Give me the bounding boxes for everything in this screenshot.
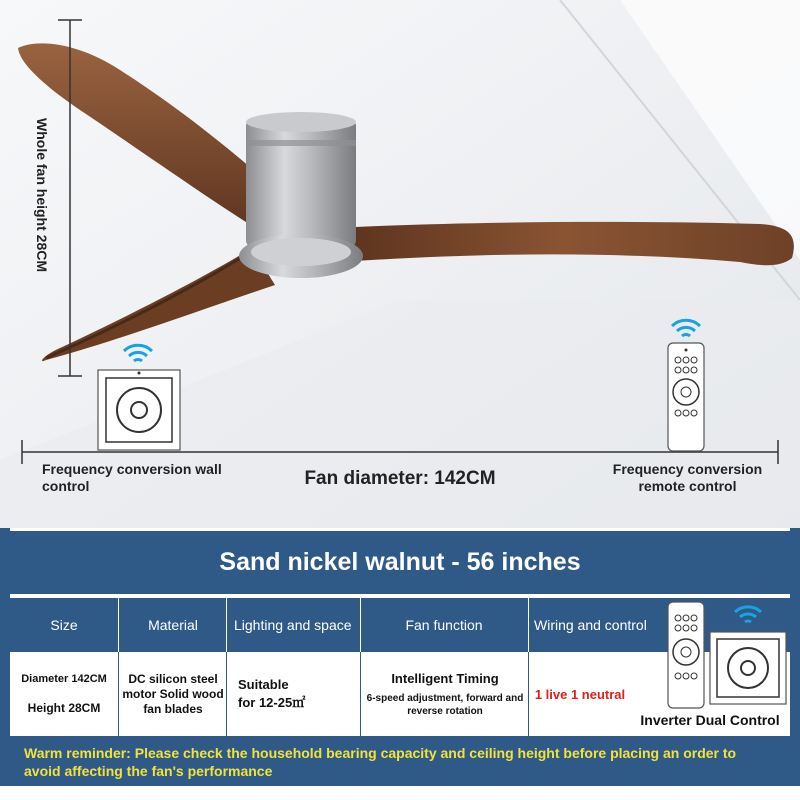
product-title: Sand nickel walnut - 56 inches (10, 531, 790, 594)
size-cell (10, 652, 118, 736)
function-cell (362, 652, 528, 736)
header-wiring: Wiring and control (534, 617, 647, 633)
header-function: Fan function (405, 617, 483, 633)
remote-control-icon (668, 602, 704, 708)
material-cell: DC silicon steel motor Solid wood fan blades (122, 671, 224, 716)
remote-control-icon (668, 343, 704, 451)
header-size: Size (50, 617, 78, 633)
height-label: Whole fan height 28CM (34, 118, 50, 272)
function-detail: 6-speed adjustment, forward and reverse rotation (366, 692, 524, 717)
size-diameter: Diameter 142CM (21, 673, 107, 685)
wall-control-icon (98, 370, 180, 450)
inverter-dual-control-illustration (660, 598, 790, 718)
wifi-icon (735, 607, 761, 622)
bottom-strip (0, 786, 800, 800)
size-height: Height 28CM (27, 701, 101, 715)
header-material: Material (148, 617, 198, 633)
panel-frame-left (0, 528, 10, 800)
column-divider (360, 652, 361, 738)
lighting-line1: Suitable (238, 677, 289, 692)
lighting-cell (230, 652, 360, 736)
diameter-label: Fan diameter: 142CM (304, 468, 496, 489)
panel-frame-right (790, 528, 800, 800)
function-title: Intelligent Timing (391, 670, 499, 686)
column-divider (118, 652, 119, 738)
warning-reminder: Warm reminder: Please check the household bearing capacity and ceiling height before placing an order to avoid affecting the fan's performance (10, 738, 790, 786)
header-lighting: Lighting and space (234, 617, 352, 633)
wall-control-icon (710, 632, 786, 704)
lighting-line2: for 12-25㎡ (238, 695, 306, 710)
column-divider (226, 652, 227, 738)
column-divider (528, 652, 529, 738)
wall-control-label: Frequency conversion wall control (42, 461, 222, 494)
inverter-dual-control-label: Inverter Dual Control (640, 712, 780, 728)
remote-control-label: Frequency conversion remote control (612, 461, 763, 494)
wiring-cell: 1 live 1 neutral (534, 686, 626, 702)
